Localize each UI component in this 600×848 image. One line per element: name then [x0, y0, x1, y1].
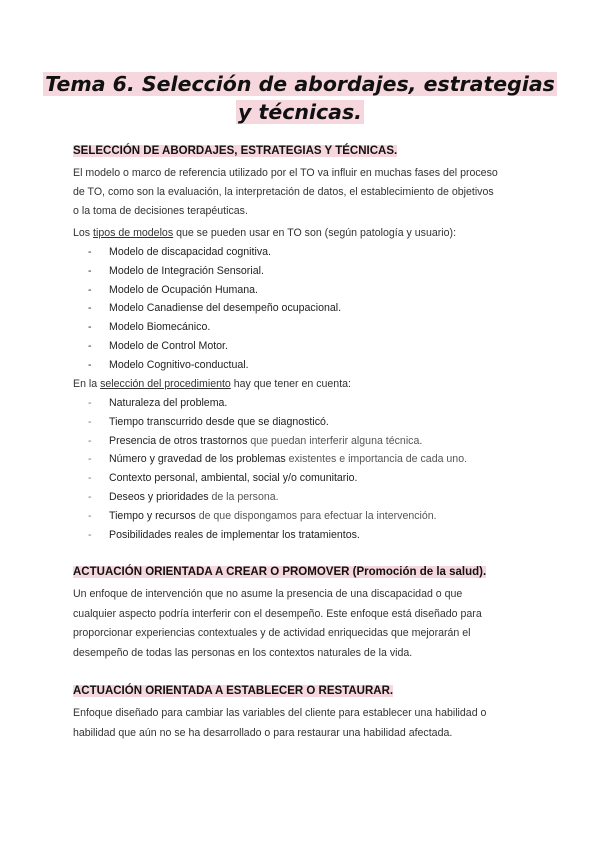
list-item: - Contexto personal, ambiental, social y/o comunitario. — [88, 472, 358, 485]
list-item: - Deseos y prioridades de la persona. — [88, 490, 279, 503]
title-line-1: Tema 6. Selección de abordajes, estrategias — [45, 72, 555, 96]
list-item: - Modelo de Integración Sensorial. — [88, 264, 264, 277]
list-item: - Tiempo transcurrido desde que se diagnosticó. — [88, 415, 329, 428]
list-item: - Modelo Canadiense del desempeño ocupacional. — [88, 302, 342, 315]
list-item: - Presencia de otros trastornos que puedan interferir alguna técnica. — [88, 434, 423, 447]
section-heading-seleccion: SELECCIÓN DE ABORDAJES, ESTRATEGIAS Y TÉCNICAS. — [73, 145, 398, 157]
paragraph-line: proporcionar experiencias contextuales y de actividad enriquecidas que mejorarán el — [73, 627, 471, 639]
list-item: - Modelo de Control Motor. — [88, 339, 228, 352]
list-item: - Tiempo y recursos de que dispongamos para efectuar la intervención. — [88, 509, 437, 522]
list-item: - Número y gravedad de los problemas existentes e importancia de cada uno. — [88, 453, 468, 466]
page-title — [0, 70, 600, 126]
list-item: - Naturaleza del problema. — [88, 397, 228, 409]
list-item: - Modelo de discapacidad cognitiva. — [88, 246, 271, 258]
models-link-text: tipos de modelos — [93, 227, 174, 239]
list-item: - Modelo Biomecánico. — [88, 321, 211, 334]
paragraph-line: cualquier aspecto podría interferir con el desempeño. Este enfoque está diseñado para — [73, 607, 482, 620]
models-list — [88, 243, 341, 375]
paragraph-line: habilidad que aún no se ha desarrollado o para restaurar una habilidad afectada. — [73, 726, 453, 739]
paragraph-line: desempeño de todas las personas en los contextos naturales de la vida. — [73, 646, 413, 659]
list-item: - Modelo Cognitivo-conductual. — [88, 358, 249, 371]
promover-paragraph — [73, 585, 528, 663]
intro-line: El modelo o marco de referencia utilizado por el TO va influir en muchas fases del proceso — [73, 167, 498, 179]
intro-line: de TO, como son la evaluación, la interpretación de datos, el establecimiento de objetivos — [73, 186, 494, 199]
section-heading-restaurar: ACTUACIÓN ORIENTADA A ESTABLECER O RESTAURAR. — [73, 685, 394, 697]
intro-line: o la toma de decisiones terapéuticas. — [73, 205, 248, 218]
restaurar-paragraph — [73, 704, 528, 743]
paragraph-line: Un enfoque de intervención que no asume la presencia de una discapacidad o que — [73, 588, 463, 600]
models-lead-paragraph: Los tipos de modelos que se pueden usar en TO son (según patología y usuario): — [73, 227, 457, 239]
intro-paragraph — [73, 164, 528, 222]
procedure-link-text: selección del procedimiento — [100, 378, 231, 390]
factors-list — [88, 394, 467, 544]
procedure-lead-paragraph: En la selección del procedimiento hay que tener en cuenta: — [73, 378, 351, 390]
list-item: - Modelo de Ocupación Humana. — [88, 283, 258, 296]
title-line-2: y técnicas. — [238, 100, 362, 124]
list-item: - Posibilidades reales de implementar los tratamientos. — [88, 528, 360, 541]
section-heading-promover: ACTUACIÓN ORIENTADA A CREAR O PROMOVER (Promoción de la salud). — [73, 566, 487, 578]
paragraph-line: Enfoque diseñado para cambiar las variables del cliente para establecer una habilidad o — [73, 707, 487, 719]
